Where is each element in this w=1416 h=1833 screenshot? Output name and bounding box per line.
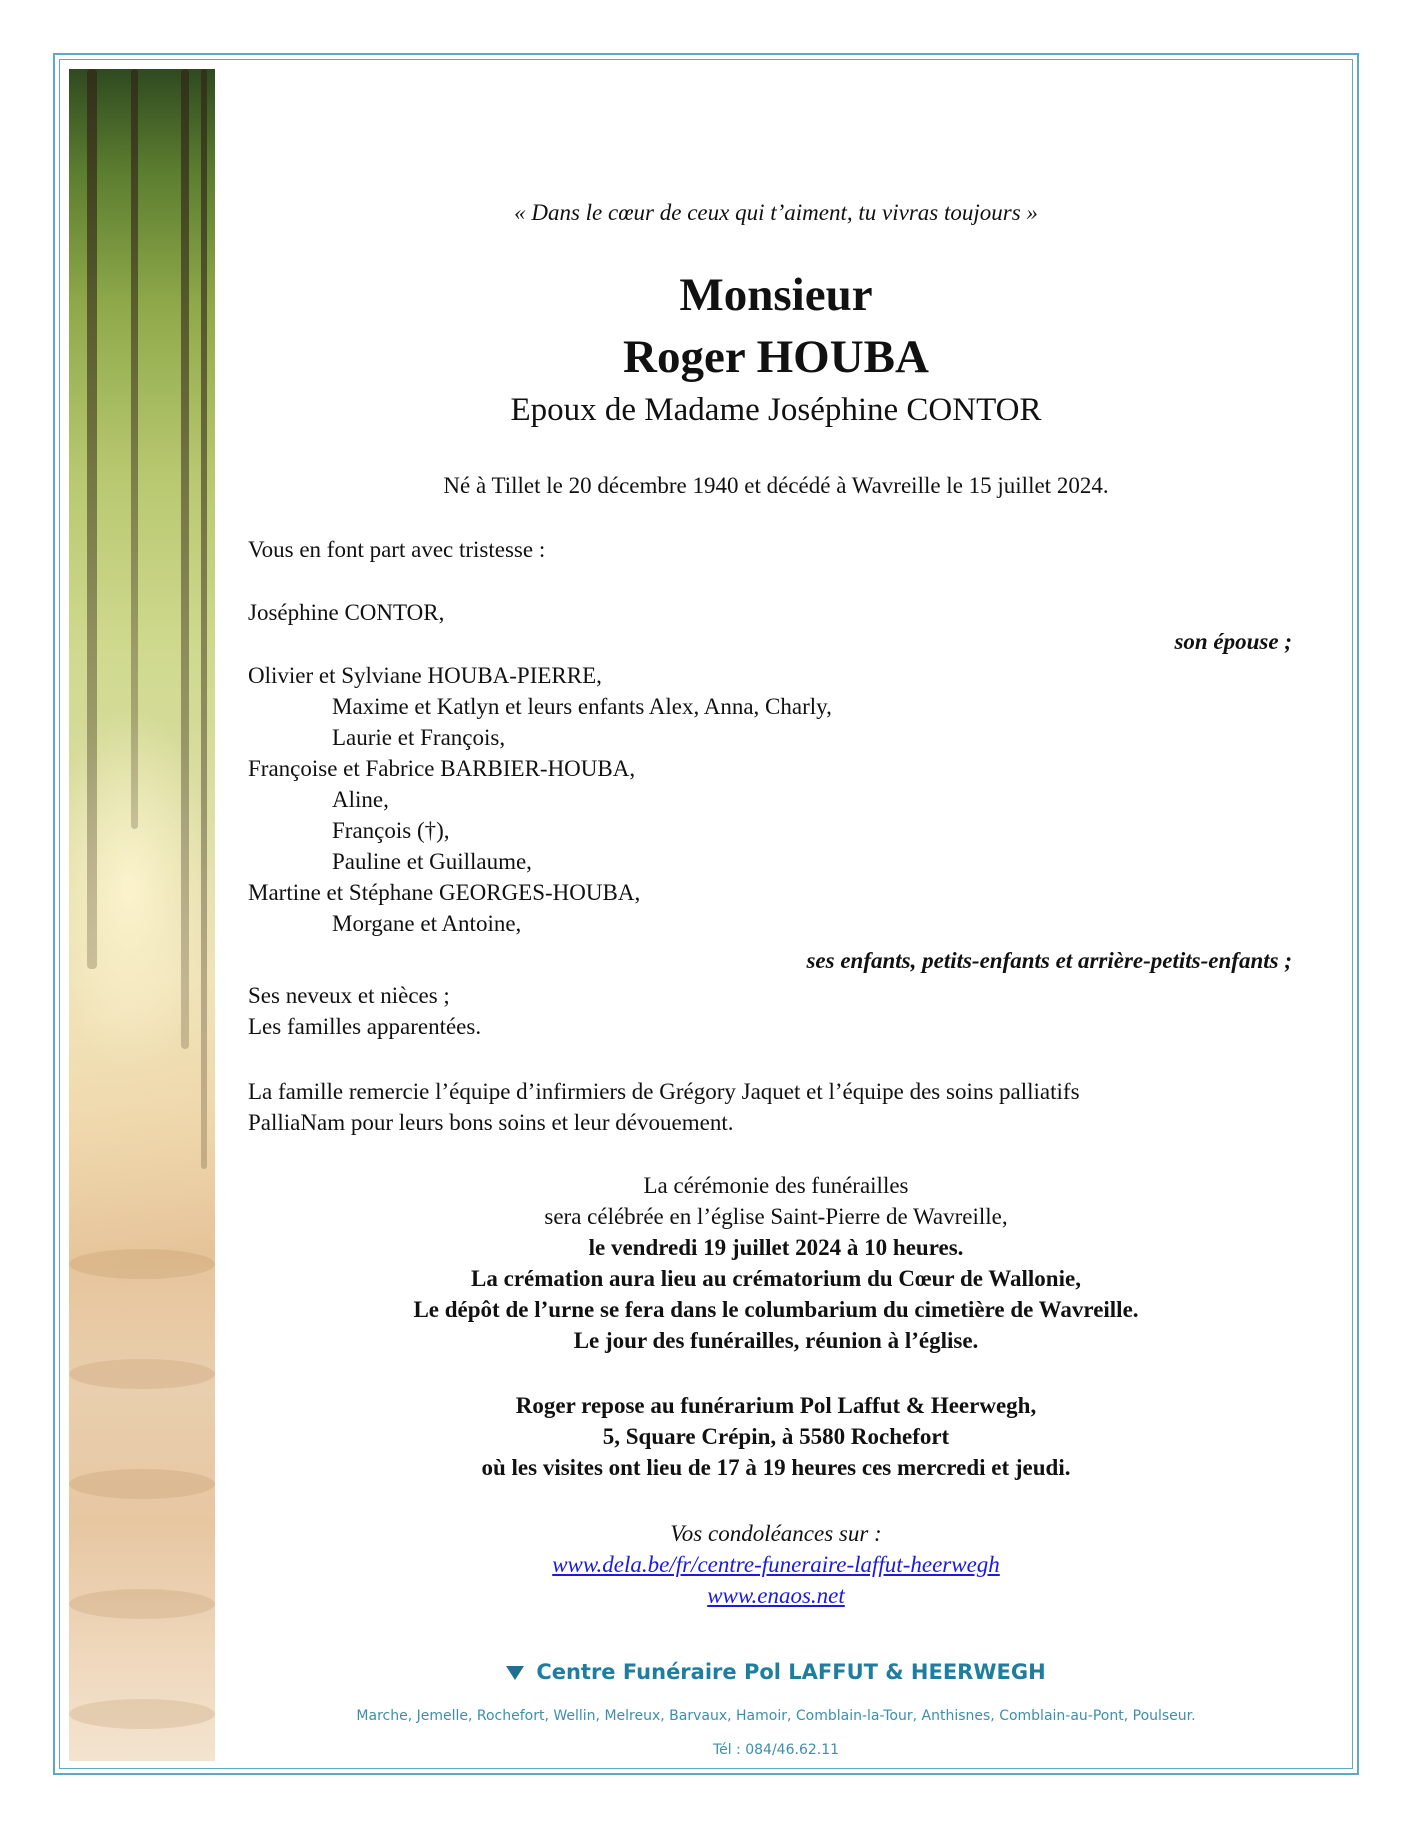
family-member: Morgane et Antoine,	[332, 911, 522, 936]
visit-line: Roger repose au funérarium Pol Laffut & Heerwegh,	[515, 1393, 1037, 1418]
thanks-line: PalliaNam pour leurs bons soins et leur dévouement.	[248, 1110, 734, 1135]
forest-path-image	[69, 69, 215, 1761]
visit-line: où les visites ont lieu de 17 à 19 heures ces mercredi et jeudi.	[481, 1455, 1071, 1480]
spouse-subtitle: Epoux de Madame Joséphine CONTOR	[510, 392, 1042, 428]
spouse-role: son épouse ;	[1174, 629, 1292, 654]
children-role: ses enfants, petits-enfants et arrière-petits-enfants ;	[806, 948, 1292, 973]
triangle-down-icon	[506, 1666, 524, 1680]
spouse-name: Joséphine CONTOR,	[248, 600, 445, 625]
funeral-home-locations: Marche, Jemelle, Rochefort, Wellin, Melreux, Barvaux, Hamoir, Comblain-la-Tour, Anthisnes, Comblain-au-Pont, Poulseur.	[356, 1708, 1196, 1724]
birth-death-line: Né à Tillet le 20 décembre 1940 et décédé à Wavreille le 15 juillet 2024.	[443, 473, 1109, 498]
family-member: Olivier et Sylviane HOUBA-PIERRE,	[248, 663, 602, 688]
thanks-line: La famille remercie l’équipe d’infirmiers de Grégory Jaquet et l’équipe des soins palliatifs	[248, 1079, 1080, 1104]
funeral-home-name: Centre Funéraire Pol LAFFUT & HEERWEGH	[536, 1660, 1046, 1684]
visit-block	[250, 1390, 1302, 1483]
family-member: Aline,	[332, 787, 389, 812]
enaos-link[interactable]: www.enaos.net	[707, 1583, 845, 1608]
relatives	[248, 980, 481, 1042]
urn-line: Le dépôt de l’urne se fera dans le columbarium du cimetière de Wavreille.	[413, 1297, 1139, 1322]
condolences-block	[250, 1518, 1302, 1611]
family-member: Martine et Stéphane GEORGES-HOUBA,	[248, 880, 641, 905]
relatives-line: Ses neveux et nièces ;	[248, 983, 450, 1008]
meeting-line: Le jour des funérailles, réunion à l’église.	[573, 1328, 979, 1353]
memorial-quote: « Dans le cœur de ceux qui t’aiment, tu vivras toujours »	[514, 200, 1038, 225]
relatives-line: Les familles apparentées.	[248, 1014, 482, 1039]
cremation-line: La crémation aura lieu au crématorium du Cœur de Wallonie,	[471, 1266, 1081, 1291]
visit-line: 5, Square Crépin, à 5580 Rochefort	[602, 1424, 950, 1449]
thanks-paragraph	[248, 1076, 1298, 1138]
funeral-home-phone: Tél : 084/46.62.11	[712, 1742, 840, 1758]
deceased-name: Roger HOUBA	[623, 331, 929, 383]
family-member: Françoise et Fabrice BARBIER-HOUBA,	[248, 756, 636, 781]
announcement-intro: Vous en font part avec tristesse :	[248, 537, 546, 562]
condolences-label: Vos condoléances sur :	[670, 1521, 882, 1546]
ceremony-date: le vendredi 19 juillet 2024 à 10 heures.	[588, 1235, 964, 1260]
ceremony-line: sera célébrée en l’église Saint-Pierre de Wavreille,	[544, 1204, 1008, 1229]
family-member: Maxime et Katlyn et leurs enfants Alex, Anna, Charly,	[332, 694, 832, 719]
ceremony-block	[250, 1170, 1302, 1356]
dela-link[interactable]: www.dela.be/fr/centre-funeraire-laffut-heerwegh	[552, 1552, 1000, 1577]
family-member: François (†),	[332, 818, 450, 843]
family-member: Laurie et François,	[332, 725, 506, 750]
ceremony-line: La cérémonie des funérailles	[643, 1173, 909, 1198]
family-list	[248, 660, 1248, 939]
funeral-home-footer	[250, 1660, 1302, 1684]
family-member: Pauline et Guillaume,	[332, 849, 532, 874]
title-honorific: Monsieur	[679, 269, 873, 321]
